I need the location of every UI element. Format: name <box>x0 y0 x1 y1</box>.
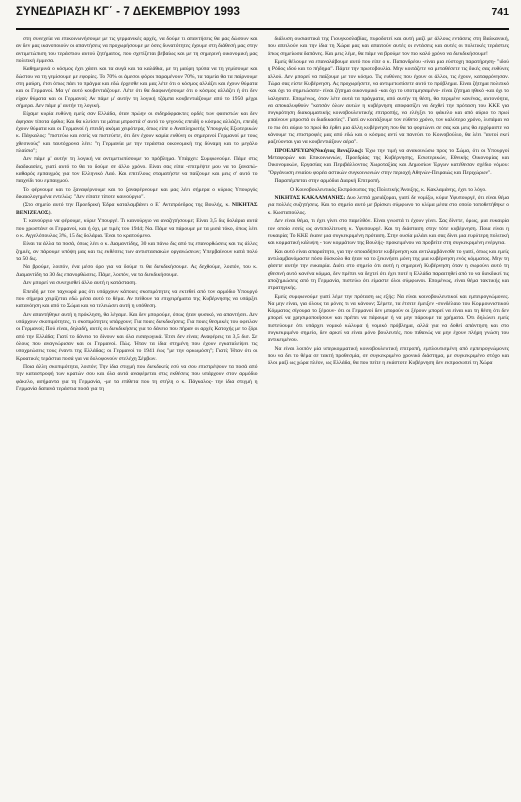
speaker-name: ΝΙΚΗΤΑΣ ΒΕΝΙΖΕΛΟΣ <box>16 202 258 216</box>
right-column <box>268 36 510 802</box>
speaker-name: ΠΡΟΕΔΡΕΥΩΝ(Νικήτας Βενιζέλος): <box>274 147 364 154</box>
header-rule <box>16 28 509 30</box>
paragraph: Καθημερινά ο κόσμος έχει χάσει και τα αυγά και τα καλάθια, με τη μαύρη τρύπα να τη γεμίσουμε και δώστου να τη γεμίσουμε με εφορίες. Το 70% οι άμεσοι φόροι παραμένουν 70%, τα ταμεία θα τα παίρνουμε στη μαύρη, έτσι όπως πάει το πράγμα και εδώ έρχεσθε και μας λέτε ότι ο κόσμος αλλάζει και έχουν θύματα και οι Γερμανοί. Μα γι' αυτό κουβεντιάζουμε. Λέτε ότι θα διαφωνήσουμε ότι ο κόσμος αλλάζει ή ότι δεν είχαν θύματα και οι Γερμανοί; Αν πάμε μ' αυτήν τη λογική τζάμπα κουβεντιάζουμε από το 1950 μέχρι σήμερα. Δεν πάμε μ' αυτήν τη λογική. <box>16 66 258 109</box>
paragraph: Επειδή με τον ταχνωρά μας ότι υπάρχουν κάποιες σκοπιμότητες να εκτεθεί από τον αρμόδιο Υπουργό που σήμερα χειρίζεται εδώ μέσα αυτό το θέμα. Αν πείθουν τα επιχειρήματα της Κυβέρνησης να υπάρξει κατανόηση και από το Σώμα και να τελειώσει αυτή η υπόθεση. <box>16 288 258 310</box>
paragraph: διάλυση ουσιαστικά της Γιουγκοσλαβίας, πυροδοτεί και αυτή μαζί με άλλους εντάσεις στη Βαλκανική, που απειλούν και την ίδια τη Χώρα μας και απαιτούν αυτές οι εντάσεις και αυτές οι πολιτικές τεράστιες όπως σημείωσα δαπάνες. Και μεις λέμε, θα πάμε να βρούμε τον πιο καλό χρόνο να διεκδικήσουμε! <box>267 36 509 57</box>
paragraph: Δεν μπορεί να συνεχισθεί άλλο αυτή η κατάσταση. <box>23 280 137 287</box>
paragraph: Παραπέμπεται στην αρμόδια Διαρκή Επιτροπή. <box>274 178 381 185</box>
paragraph: Το φέρνουμε και το ξαναφέρνουμε και το ξαναφέρνουμε και μας λέει σήμερα ο κύριος Υπουργός δικαιολογημένα εντελώς: "Δεν είπατε τίποτε καινούργιο". <box>16 186 258 200</box>
paragraph: Εμείς συμφωνούμε γιατί λέμε την πρόταση ως εξής: Να είναι κοινοβουλευτικοί και εμπειρογνώμονες. Να μην είναι, για όλους τα μόνες τι να κάνουν; Σέρετε, τα έτσιτε έμειξεν -συνδέλαιο του Κομμουνιστικού Κόμματος σίγουρα το ξέρουν- ότι οι Γερμανοί δεν μπορούν οι ξέρουν μπορεί να είναι και τη θέση ότι δεν μπορεί να χρησιμοποιήσουν και πρέπει να πάρουμε ή να μην πάρουμε τα χρήματα. Ότι δηλώνει εμείς πιστεύουμε ότι υπάρχει νομικό κώλυμα ή νομικό πρόβλημα, αλλά για να δοθεί απάντηση και στο συγκεκριμένο σημείο, δεν αρκεί να είναι μόνο βουλευτές, που πιθανώς να μην έχουν πλήρη γνώση του αντικειμένου. <box>267 293 509 344</box>
paragraph: Να βρούμε, λοιπόν, ένα μέσο όρο για να δούμε τι θα διεκδικήσουμε. Ας δεχθούμε, λοιπόν, του κ. Διαμαντίδη τα 30 δις επανορθώσεις. Πάμε, λοιπόν, να τα διεκδικήσουμε. <box>16 264 258 278</box>
paragraph: Εμείς θέλουμε να επαναλάβουμε αυτό που είπε ο κ. Παπανδρέου -είναι μια εύστοχη παρατήρηση- "ιδού η Ρόδος ιδού και το πήδημα". Πάρτε την πρωτοβουλία. Μην κοιτάζετε να μεταθέσετε τις δικές σας ευθύνες αλλού. Δεν μπορεί να παίζουμε με τον κόσμο. Τις ευθύνες που έχουν οι άλλοι, τις έχουν, καταφρόνησαν. Τώρα σας είστε Κυβέρνηση. Ας προχωρήσετε, να αντιμετωπίσετε αυτό το πρόβλημα. Είναι ζήτημα πολιτικό -και όχι το σημειώσατε- είναι ζήτημα οικονομικό -και όχι το υποτιμησαμένο- είναι ζήτημα ηθικό -και όχι το λαλησατε. Επομένως, όταν λέτε αυτά τα πράγματα, από αυτήν τη θέση, θα περιμένε κανένας, αυτονόητα, να αποκαλυφθούν "κατσάν όλων αυτών η κυβέρνηση αποφασίζει να δεχθεί την πρόταση του ΚΚΕ για συγκρότηση διακομματικής κοινοβουλευτικής επιτροπής, να ελέγξει το φάκελο και από αύριο το πρωί μπαίνουν μπροστά οι διαδικασίες". Γιατί αν κοιτάξουμε τον εύθετο χρόνο, τον καλύτερο χρόνο, λυπάμαι να το πω ότι αύριο το πρωί θα έρθει μια άλλη κυβέρνηση που θα τα φορτώνει σε σας και μεις θα ερχόμαστε να κάνουμε τις επιστροφές μας από εδώ και ο κόσμος αντί να πανεύει το Κοινοβούλιο, θα λέει "αυτοί εκεί μαζεύονται για να κουβεντιάζουν αέρα". <box>267 59 509 146</box>
page-header <box>16 6 509 26</box>
paragraph: (Στο σημείο αυτό την Προεδρική Έδρα καταλαμβάνει ο Ε΄ Αντιπρόεδρος της Βουλής, κ. ΝΙΚΗΤΑΣ ΒΕΝΙΖΕΛΟΣ). <box>16 202 258 216</box>
paragraph: Δεν πάμε μ' αυτήν τη λογική να αντιμετωπίσουμε το πρόβλημα. Υπάρχει: Συμφωνούμε. Πάμε στις διαδικασίες, γιατί αυτό το θα το δούμε σε άλλο χρόνο. Είναι σας είπα -επιτρέψτε μου να το ξαναπώ- καθαρός εμπαιγμός για τον Ελληνικό Λαό. Και επιτέλους σταματήστε να παίζουμε και μεις σ' αυτό το παιχνίδι του εμπαιγμού. <box>16 156 258 185</box>
session-title: ΣΥΝΕΔΡΙΑΣΗ ΚΓ΄ - 7 ΔΕΚΕΜΒΡΙΟΥ 1993 <box>16 6 240 18</box>
page-number: 741 <box>491 6 509 18</box>
paragraph: Και αυτό είναι απαραίτητο, για την οποιαδήποτε κυβέρνηση και αντιλαμβάνεσθε το γιατί, όπως και εμείς αντιλαμβανόμαστε πόσο δύσκολο θα ήταν να το ξεκινήσει μόνη της μια κυβέρνηση ενός κόμματος. Μην τη χάσετε αυτήν την ευκαιρία. Διότι στο σημείο ότι αυτή η σημερινή Κυβέρνηση όταν η σωρούνι αυτό τη χθεσινή αυτό κανένα κόμμα, δεν πρέπει να δεχτεί ότι έχει ποτέ η Ελλάδα παραιτηθεί από το να διεκδικεί τις αποζημιώσεις από τη Γερμανία, πιστεύω ότι είμαστε όλοι σύμφωνοι. Επομένως, είναι θέμα τακτικής και στρατηγικής. <box>267 248 509 292</box>
paragraph: Ο Κοινοβουλευτικός Εκπρόσωπος της Πολιτικής Άνοιξης, κ. Κακλαμάνης, έχει το λόγο. <box>289 186 487 193</box>
paragraph: Δεν απαντήθηκε αυτή η πρόκληση, θα λέγαμε. Και δεν μπορούμε, όπως ήταν φυσικό, να απαντήσει. Δεν υπάρχουν σκοπιμότητες, τι σκοπιμότητες υπάρχουν; Για ποιες διεκδικήσεις; Για ποιες θεσμικές του οφειλαν οι Γερμανοί; Πού είναι, δηλαδή, αυτές οι διεκδικήσεις για το δάνειο που πήραν οι αρχές Κατοχής με το ζόρι από την Ελλάδα; Γιατί το δάνειο το δίνουν και όλα εισαγωγικά. Έτσι δεν είναι; Αναφέρεις τα 3,5 δισ. Σε όλους που αναγνώρισαν και οι Γερμανοί. Πώς. Ήταν τα ίδια στημένη που έχουν εγκαταλείψει τις υποχρεώσεις τους έναντι της Ελλάδας; οι Γερμανοί το 1941 έως "με την ορκωμόση"; Γιατί; Ήταν ότι οι Κροατικές τεράστια ποσά για να δολοφονούν στελέχη Σέρβων. <box>16 311 258 362</box>
paragraph: ΠΡΟΕΔΡΕΥΩΝ(Νικήτας Βενιζέλος): Έχω την τιμή να ανακοινώσω προς το Σώμα, ότι οι Υπουργοί Μεταφορών και Επικοινωνιών, Προεδρίας της Κυβέρνησης, Εσωτερικών, Εθνικής Οικονομίας και Οικονομικών, Εργασίας και Περιβάλλοντος Χωροταξίας και Δημοσίων Έργων κατέθεσαν σχέδιο νόμου: "Οργάνωση ενιαίου φορέα αστικών συγκοινωνιών στην περιοχή Αθηνών-Πειραιώς και Περιχώρων". <box>267 147 509 176</box>
left-column <box>16 36 258 802</box>
paragraph: Είναι τα άλλα τα ποσά, όπως λέει ο κ. Διαμαντίδης, 30 και πάνω δις από τις επανορθώσεις και τις άλλες ζημιές, αν πάρουμε υπόψη μας και τις εκθέσεις των αντιστασιακών οργανώσεων; Υπερβαίνουν κατά πολύ τα 50 δις. <box>16 241 258 262</box>
paragraph: ΝΙΚΗΤΑΣ ΚΑΚΛΑΜΑΝΗΣ: Δυο λεπτά χρειάζομαι, γιατί δε νομίζω, κύριε Υφυπουργέ, ότι είναι θέμα για πολλές συζητήσεις. Και το σημείο αυτό με βρίσκει σύμφωνο το κλίμα μέσα στο οποίο τοποθετήθηκε ο κ. Κωσταπούλος. <box>267 195 509 216</box>
speaker-name: ΝΙΚΗΤΑΣ ΚΑΚΛΑΜΑΝΗΣ: <box>274 195 346 202</box>
text-columns <box>16 36 509 802</box>
paragraph: Ποια άλλη σκοπιμότητα, λοιπόν; Την ίδια στιγμή που διεκδικείς εσύ να σου επιστρέψουν τα ποσά από την καταστροφή των κρατών σου και όλα αυτά αναφέρεται στις εκθέσεις που υπάρχουν στον αρμόδιο φάκελο, ασήμαντα για τη Γερμανία, -με τα επίθετα που τη στήλη ο κ. Πάγκαλος- την ίδια στιγμή η Γερμανία δαπανά τεράστια ποσά για τη <box>16 364 258 392</box>
paragraph: Δεν είναι θέμα, τι έχει γίνει στο παρελθόν. Είναι γνωστά τι έχουν γίνει. Σας δίνετε, όμως, μια ευκαιρία τον οποίο εσείς ως αντιπολίτευση κ. Υφυπουργέ. Και τη διάσταση στην τότε κυβέρνηση. Ποια είναι η ευκαιρία; Το ΚΚΕ έκανε μια συγκεκριμένη πρόταση. Στην ουσία μιλάει και σας δίνει μια ευρύτερη πολιτική και κομματική κάλυψη - των κομμάτων της Βουλής- προκειμένου να προβείτε στη συγκεκριμένη ενέργεια. <box>267 218 509 247</box>
paragraph: Είχαμε κυρία ευθύνη εμείς σαν Ελλάδα, όταν πρώην οι σιδηρόφρακτες ορδές των φασιστών και δεν άφησαν τίποτα όρθιο; Και θα κλείσει τα μάτια μπροστά σ' αυτό το γεγονός επειδή ο κόσμος αλλάζει, επειδή έχουν θύματα και οι Γερμανοί ή επειδή ακόμα χειρότερα, όπως είπε ο Αναπληρωτής Υπουργός Εξωτερικών κ. Πάγκαλος: "πιστεύω και εσείς να πιστεύετε, ότι δεν έχουν καμία ευθύνη οι σημερινοί Γερμανοί με τους χθεσινούς" και ταυτόχρονα λέει: "η Γερμανία με την τεράστια οικονομική της δύναμη και το μεγάλο πλαίσιο"; <box>16 111 258 154</box>
paragraph: στη συνεχεία να επικοινωνήσουμε με τις γερμανικές αρχές, να δούμε τι απαντήσεις θα μας δώσουν και αν δεν μας ικανοποιούν οι απαντήσεις να προχωρήσουμε με όσες δυνατότητες έχουμε στη διάθεσή μας στην αντιμετώπιση του τεράστιου αυτού ζητήματος, που σχετίζεται βεβαίως και με τη σημερινή οικονομική μας πολιτική έμμεσα. <box>16 36 258 64</box>
paragraph: Να είναι λοιπόν μία υπερκομματική κοινοβουλευτική επιτροπή, εμπλουτισμένη από εμπειρογνώμονες που να δει το θέμα σε τακτή προθεσμία, σε συγκεκριμένο χρονικό διάστημα, με συγκεκριμένο στόχο και όλοι μαζί ως χώρα πλέον, ως Ελλάδα, θα που πείτε η εκάστοτε Κυβέρνηση δεν εκπροσωπεί τη Χώρα <box>267 345 509 367</box>
paragraph: Τ. κανούργιο να φέρουμε, κύριε Υπουργέ. Τι καινούργιο να αναζητήσουμε; Είναι 3,5 δις δολάρια αυτά που χρωστάνε οι Γερμανοί, και ή όχι, με τιμές του 1944; Να. Πάμε να πάρουμε με τα μισά τόκο, όπως λέει ο κ. Αγγελόπουλος 3%, 15 δις δολάρια. Έναι το κρατούμενο. <box>16 218 258 239</box>
